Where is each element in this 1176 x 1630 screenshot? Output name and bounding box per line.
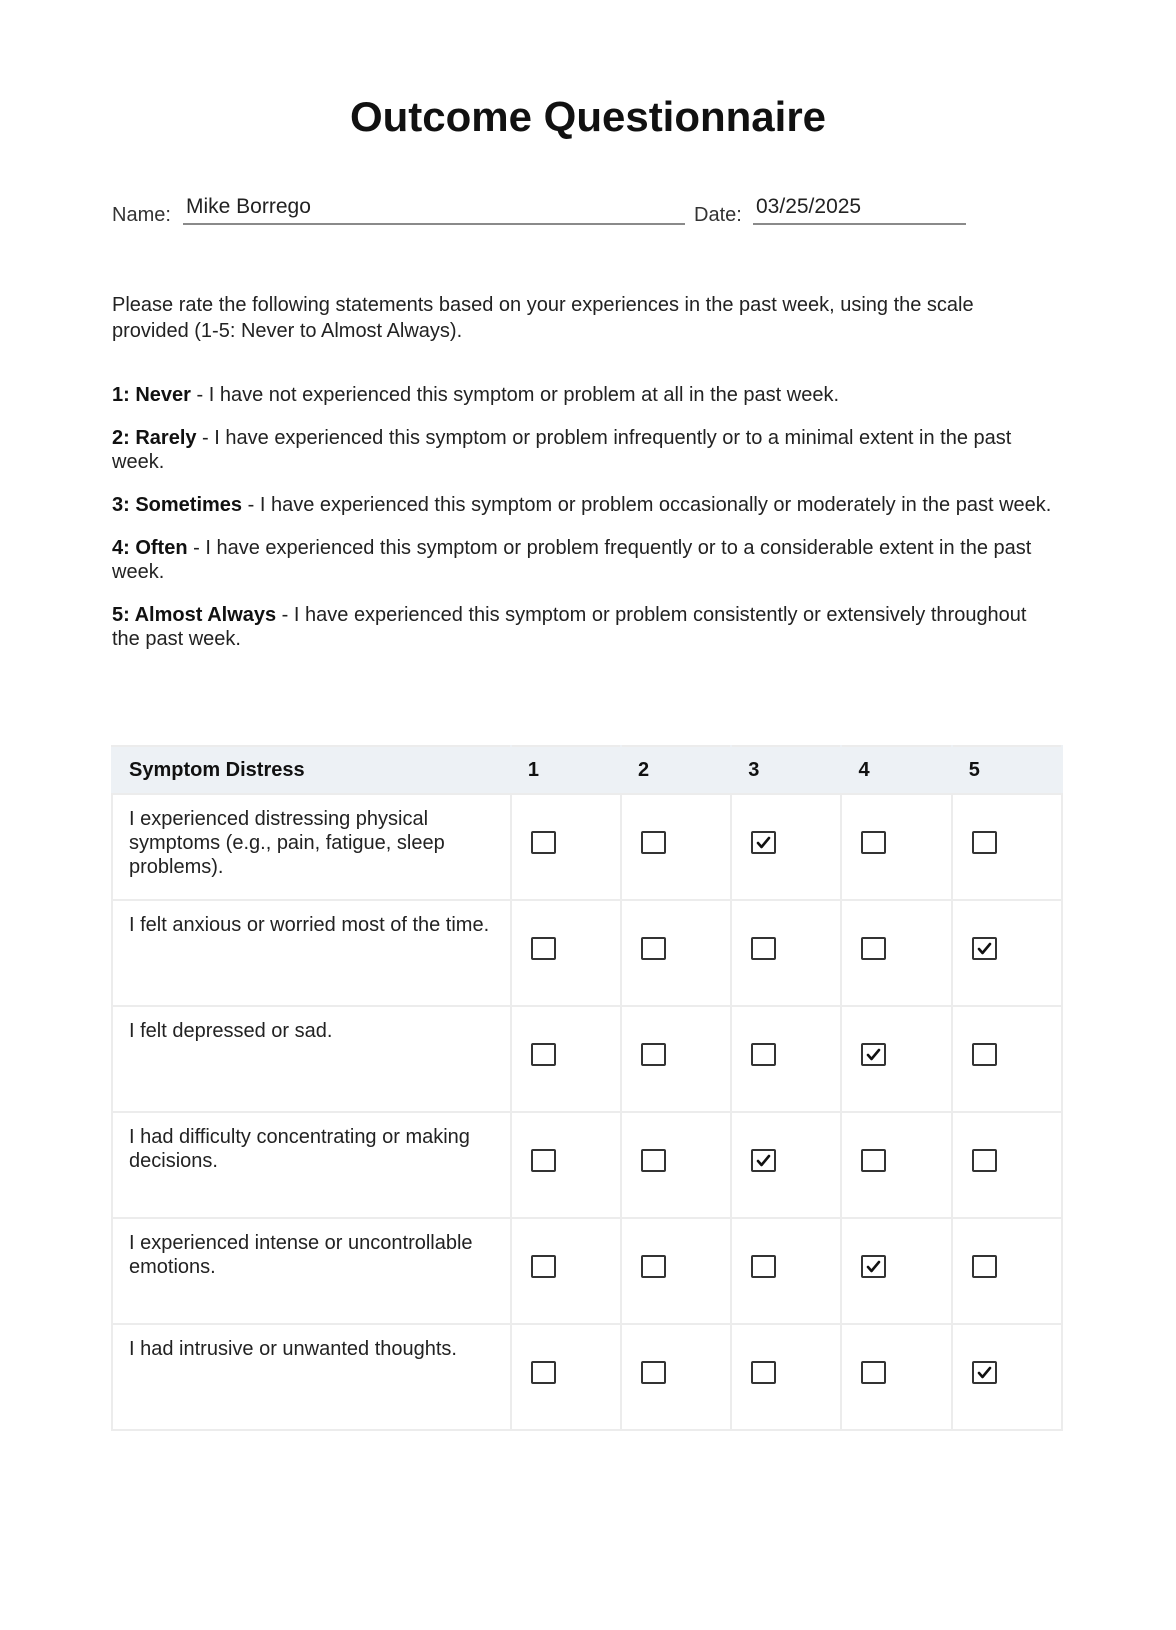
rating-checkbox-4[interactable] [861,1361,886,1384]
statement-text: I had difficulty concentrating or making decisions. [112,1112,511,1218]
rating-cell-1 [511,1006,621,1112]
rating-cell-2 [621,794,731,900]
checkmark-icon [866,1260,881,1273]
checkmark-icon [756,836,771,849]
rating-checkbox-3[interactable] [751,1255,776,1278]
scale-key: 5: Almost Always [112,604,277,626]
rating-checkbox-5[interactable] [972,831,997,854]
rating-checkbox-1[interactable] [531,1149,556,1172]
instructions-text: Please rate the following statements based on your experiences in the past week, using the scale provided (1-5: Never to Almost Always). [112,294,974,342]
scale-key: 1: Never [112,384,191,406]
rating-cell-4 [841,1218,951,1324]
rating-cell-3 [731,900,841,1006]
rating-cell-1 [511,1218,621,1324]
scale-description: - I have experienced this symptom or problem frequently or to a considerable extent in the past week. [112,537,1032,583]
rating-checkbox-5[interactable] [972,1255,997,1278]
rating-cell-3 [731,1218,841,1324]
rating-checkbox-4[interactable] [861,937,886,960]
table-row [112,1218,1062,1324]
rating-checkbox-4[interactable] [861,1149,886,1172]
rating-cell-3 [731,794,841,900]
rating-cell-3 [731,1006,841,1112]
rating-cell-4 [841,1006,951,1112]
table-row [112,1112,1062,1218]
statement-text: I had intrusive or unwanted thoughts. [112,1324,511,1430]
rating-cell-3 [731,1324,841,1430]
rating-cell-5 [952,1006,1062,1112]
rating-checkbox-5[interactable] [972,1361,997,1384]
rating-cell-2 [621,1112,731,1218]
rating-checkbox-3[interactable] [751,937,776,960]
rating-scale-legend [112,383,1057,670]
checkmark-icon [756,1154,771,1167]
name-field[interactable]: Mike Borrego [183,195,685,225]
statement-text: I experienced intense or uncontrollable emotions. [112,1218,511,1324]
rating-checkbox-2[interactable] [641,1255,666,1278]
scale-item [112,603,1057,651]
header-rating-3: 3 [731,746,841,794]
scale-key: 4: Often [112,537,188,559]
scale-key: 3: Sometimes [112,494,243,516]
scale-description: - I have experienced this symptom or problem consistently or extensively throughout the past week. [112,604,1027,650]
rating-checkbox-3[interactable] [751,1043,776,1066]
rating-cell-2 [621,1218,731,1324]
page-title: Outcome Questionnaire [349,93,827,140]
rating-checkbox-1[interactable] [531,1043,556,1066]
symptom-distress-table [111,745,1063,1431]
rating-cell-2 [621,1006,731,1112]
rating-checkbox-3[interactable] [751,1149,776,1172]
rating-cell-2 [621,900,731,1006]
checkmark-icon [866,1048,881,1061]
date-label: Date: [694,204,742,226]
rating-cell-1 [511,900,621,1006]
rating-cell-5 [952,1324,1062,1430]
date-field[interactable]: 03/25/2025 [753,195,966,225]
rating-checkbox-1[interactable] [531,831,556,854]
rating-checkbox-1[interactable] [531,937,556,960]
table-body [112,794,1062,1430]
rating-checkbox-3[interactable] [751,1361,776,1384]
scale-item [112,493,1057,517]
rating-cell-5 [952,794,1062,900]
rating-checkbox-5[interactable] [972,1043,997,1066]
rating-checkbox-4[interactable] [861,1255,886,1278]
statement-text: I felt depressed or sad. [112,1006,511,1112]
rating-cell-1 [511,1112,621,1218]
rating-cell-4 [841,1324,951,1430]
header-rating-4: 4 [841,746,951,794]
table-row [112,794,1062,900]
table-row [112,1006,1062,1112]
scale-description: - I have experienced this symptom or problem infrequently or to a minimal extent in the past week. [112,427,1012,473]
rating-cell-1 [511,794,621,900]
rating-cell-1 [511,1324,621,1430]
rating-cell-3 [731,1112,841,1218]
table-header-row [112,746,1062,794]
rating-checkbox-2[interactable] [641,1361,666,1384]
rating-cell-4 [841,900,951,1006]
statement-text: I experienced distressing physical symptoms (e.g., pain, fatigue, sleep problems). [112,794,511,900]
rating-checkbox-4[interactable] [861,1043,886,1066]
scale-description: - I have experienced this symptom or problem occasionally or moderately in the past week. [242,494,1052,516]
rating-cell-5 [952,1112,1062,1218]
rating-checkbox-1[interactable] [531,1361,556,1384]
scale-item [112,383,1057,407]
rating-cell-4 [841,1112,951,1218]
rating-checkbox-5[interactable] [972,1149,997,1172]
rating-checkbox-4[interactable] [861,831,886,854]
rating-checkbox-5[interactable] [972,937,997,960]
rating-cell-2 [621,1324,731,1430]
scale-item [112,536,1057,584]
header-symptom-distress: Symptom Distress [112,746,511,794]
table-row [112,900,1062,1006]
scale-key: 2: Rarely [112,427,197,449]
rating-cell-4 [841,794,951,900]
rating-cell-5 [952,900,1062,1006]
rating-checkbox-1[interactable] [531,1255,556,1278]
statement-text: I felt anxious or worried most of the time. [112,900,511,1006]
scale-item [112,426,1057,474]
checkmark-icon [977,942,992,955]
table-row [112,1324,1062,1430]
rating-checkbox-2[interactable] [641,937,666,960]
checkmark-icon [977,1366,992,1379]
rating-cell-5 [952,1218,1062,1324]
rating-checkbox-2[interactable] [641,1149,666,1172]
scale-description: - I have not experienced this symptom or problem at all in the past week. [190,384,840,406]
header-rating-1: 1 [511,746,621,794]
name-label: Name: [112,204,171,226]
rating-checkbox-2[interactable] [641,831,666,854]
header-rating-5: 5 [952,746,1062,794]
rating-checkbox-2[interactable] [641,1043,666,1066]
rating-checkbox-3[interactable] [751,831,776,854]
header-rating-2: 2 [621,746,731,794]
